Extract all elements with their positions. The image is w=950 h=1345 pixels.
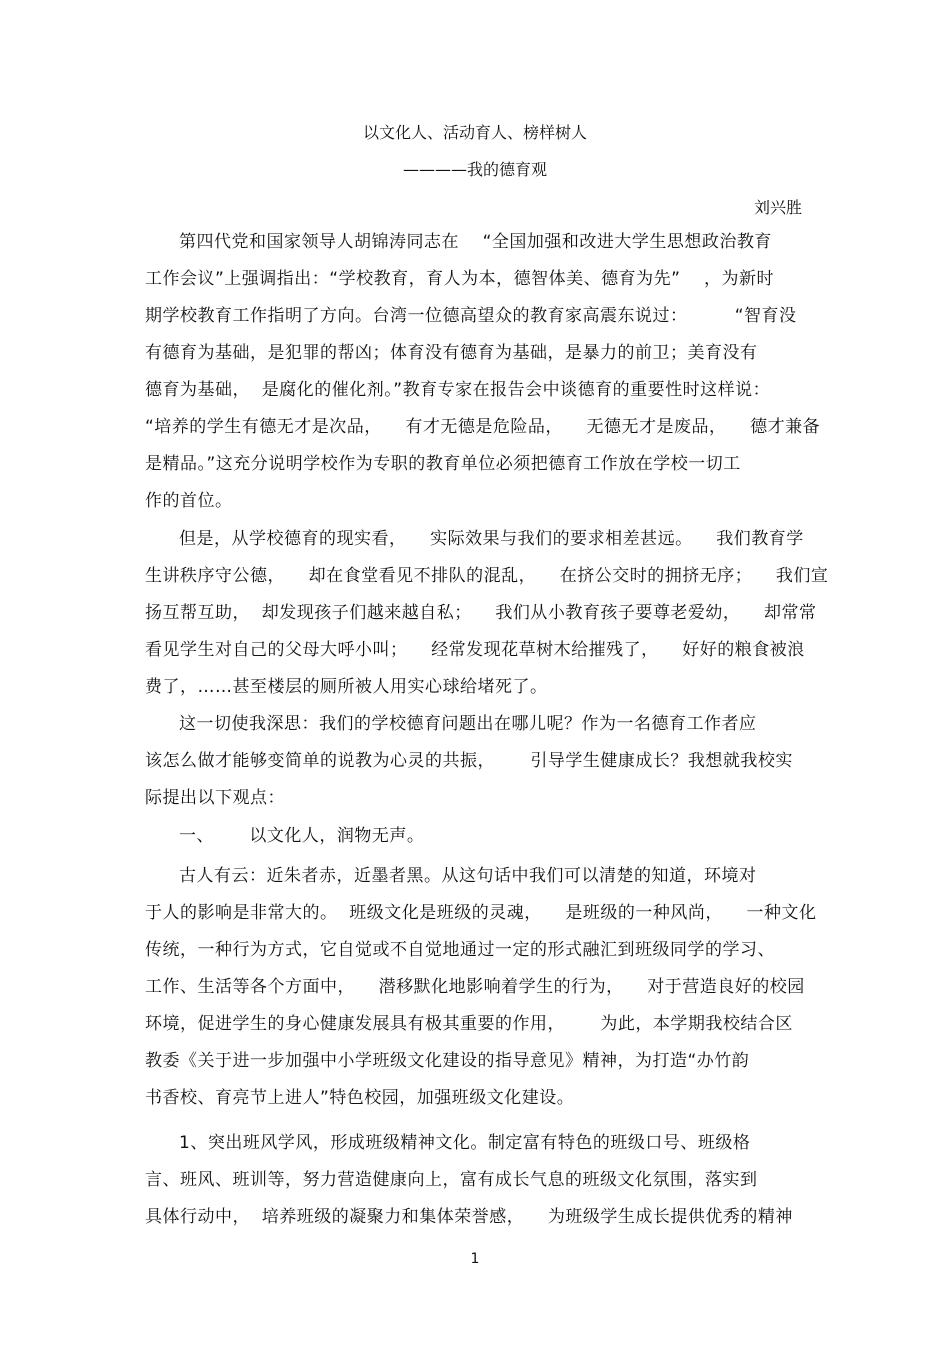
text-line: 书香校、育亮节上进人”特色校园，加强班级文化建设。 <box>145 1088 575 1108</box>
text-line: 教委《关于进一步加强中小学班级文化建设的指导意见》精神，为打造“办竹韵 <box>145 1051 750 1071</box>
section-heading-1 <box>145 818 805 855</box>
text-line: 扬互帮互助， 却发现孩子们越来越自私； 我们从小教育孩子要尊老爱幼， 却常常 <box>145 603 817 623</box>
text-line: 一、 以文化人，润物无声。 <box>179 826 425 846</box>
text-line: 言、班风、班训等，努力营造健康向上，富有成长气息的班级文化氛围，落实到 <box>145 1170 758 1190</box>
text-line: 这一切使我深思：我们的学校德育问题出在哪儿呢？作为一名德育工作者应 <box>179 714 757 734</box>
paragraph-culture <box>145 858 817 1117</box>
text-line: 期学校教育工作指明了方向。台湾一位德高望众的教育家高震东说过： “智育没 <box>145 306 797 326</box>
text-line: 作的首位。 <box>145 491 233 511</box>
text-line: 第四代党和国家领导人胡锦涛同志在 “全国加强和改进大学生思想政治教育 <box>179 232 772 252</box>
text-line: 德育为基础， 是腐化的催化剂。”教育专家在报告会中谈德育的重要性时这样说： <box>145 380 771 400</box>
text-line: 工作会议”上强调指出：“学校教育，育人为本，德智体美、德育为先” ，为新时 <box>145 269 775 289</box>
text-line: 1、突出班风学风，形成班级精神文化。制定富有特色的班级口号、班级格 <box>179 1133 751 1153</box>
text-line: 生讲秩序守公德， 却在食堂看见不排队的混乱， 在挤公交时的拥挤无序； 我们宣 <box>145 566 829 586</box>
document-subtitle: ————我的德育观 <box>402 160 547 179</box>
text-line: 工作、生活等各个方面中， 潜移默化地影响着学生的行为， 对于营造良好的校园 <box>145 977 805 997</box>
text-line: 看见学生对自己的父母大呼小叫； 经常发现花草树木给摧残了， 好好的粮食被浪 <box>145 640 805 660</box>
text-line: 于人的影响是非常大的。 班级文化是班级的灵魂， 是班级的一种风尚， 一种文化 <box>145 903 817 923</box>
paragraph-class-spirit <box>145 1125 805 1236</box>
text-line: 该怎么做才能够变简单的说教为心灵的共振， 引导学生健康成长？我想就我校实 <box>145 751 793 771</box>
text-line: 但是，从学校德育的现实看， 实际效果与我们的要求相差甚远。 我们教育学 <box>179 529 804 549</box>
document-title: 以文化人、活动育人、榜样树人 <box>362 123 587 142</box>
text-line: 是精品。”这充分说明学校作为专职的教育单位必须把德育工作放在学校一切工 <box>145 454 741 474</box>
text-line: 古人有云：近朱者赤，近墨者黑。从这句话中我们可以清楚的知道，环境对 <box>179 866 757 886</box>
paragraph-intro <box>145 224 821 520</box>
author-name: 刘兴胜 <box>753 198 802 217</box>
text-line: 有德育为基础，是犯罪的帮凶；体育没有德育为基础，是暴力的前卫；美育没有 <box>145 343 758 363</box>
text-line: 环境，促进学生的身心健康发展具有极其重要的作用， 为此，本学期我校结合区 <box>145 1014 793 1034</box>
paragraph-reality <box>145 521 829 706</box>
text-line: 传统，一种行为方式，它自觉或不自觉地通过一定的形式融汇到班级同学的学习、 <box>145 940 775 960</box>
text-line: 际提出以下观点： <box>145 788 285 808</box>
page-number: 1 <box>470 1251 480 1267</box>
text-line: 具体行动中， 培养班级的凝聚力和集体荣誉感， 为班级学生成长提供优秀的精神 <box>145 1207 793 1227</box>
text-line: 费了，……甚至楼层的厕所被人用实心球给堵死了。 <box>145 677 548 697</box>
text-line: “培养的学生有德无才是次品， 有才无德是危险品， 无德无才是废品， 德才兼备 <box>145 417 821 437</box>
paragraph-reflection <box>145 706 805 817</box>
